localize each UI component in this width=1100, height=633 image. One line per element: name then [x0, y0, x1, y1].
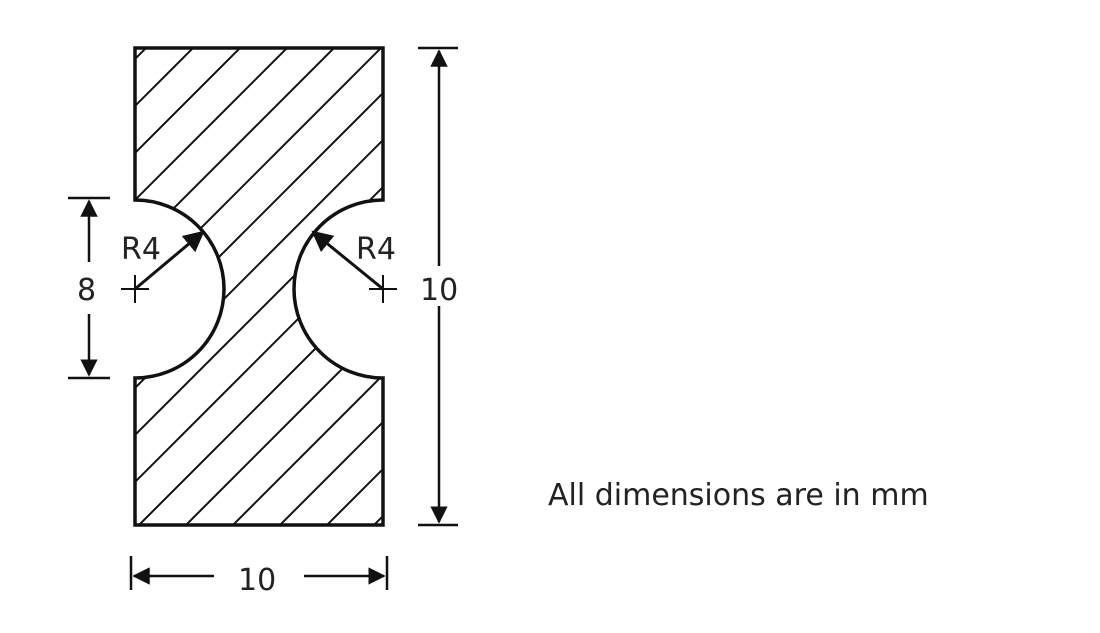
hatch-line: [0, 0, 100, 100]
hatch-line: [0, 0, 147, 147]
hatch-line: [0, 0, 523, 523]
hatch-line: [0, 0, 429, 429]
notch-height-label: 8: [77, 273, 97, 308]
hatch-line: [0, 0, 241, 241]
left-radius-label: R4: [121, 232, 161, 267]
hatch-line: [0, 0, 194, 194]
hatch-line: [0, 0, 382, 382]
hatch-line: [0, 0, 476, 476]
total-width-label: 10: [238, 563, 277, 598]
plate-outline: [135, 48, 383, 525]
total-height-label: 10: [420, 273, 459, 308]
right-radius-label: R4: [356, 232, 396, 267]
units-note: All dimensions are in mm: [548, 478, 929, 513]
